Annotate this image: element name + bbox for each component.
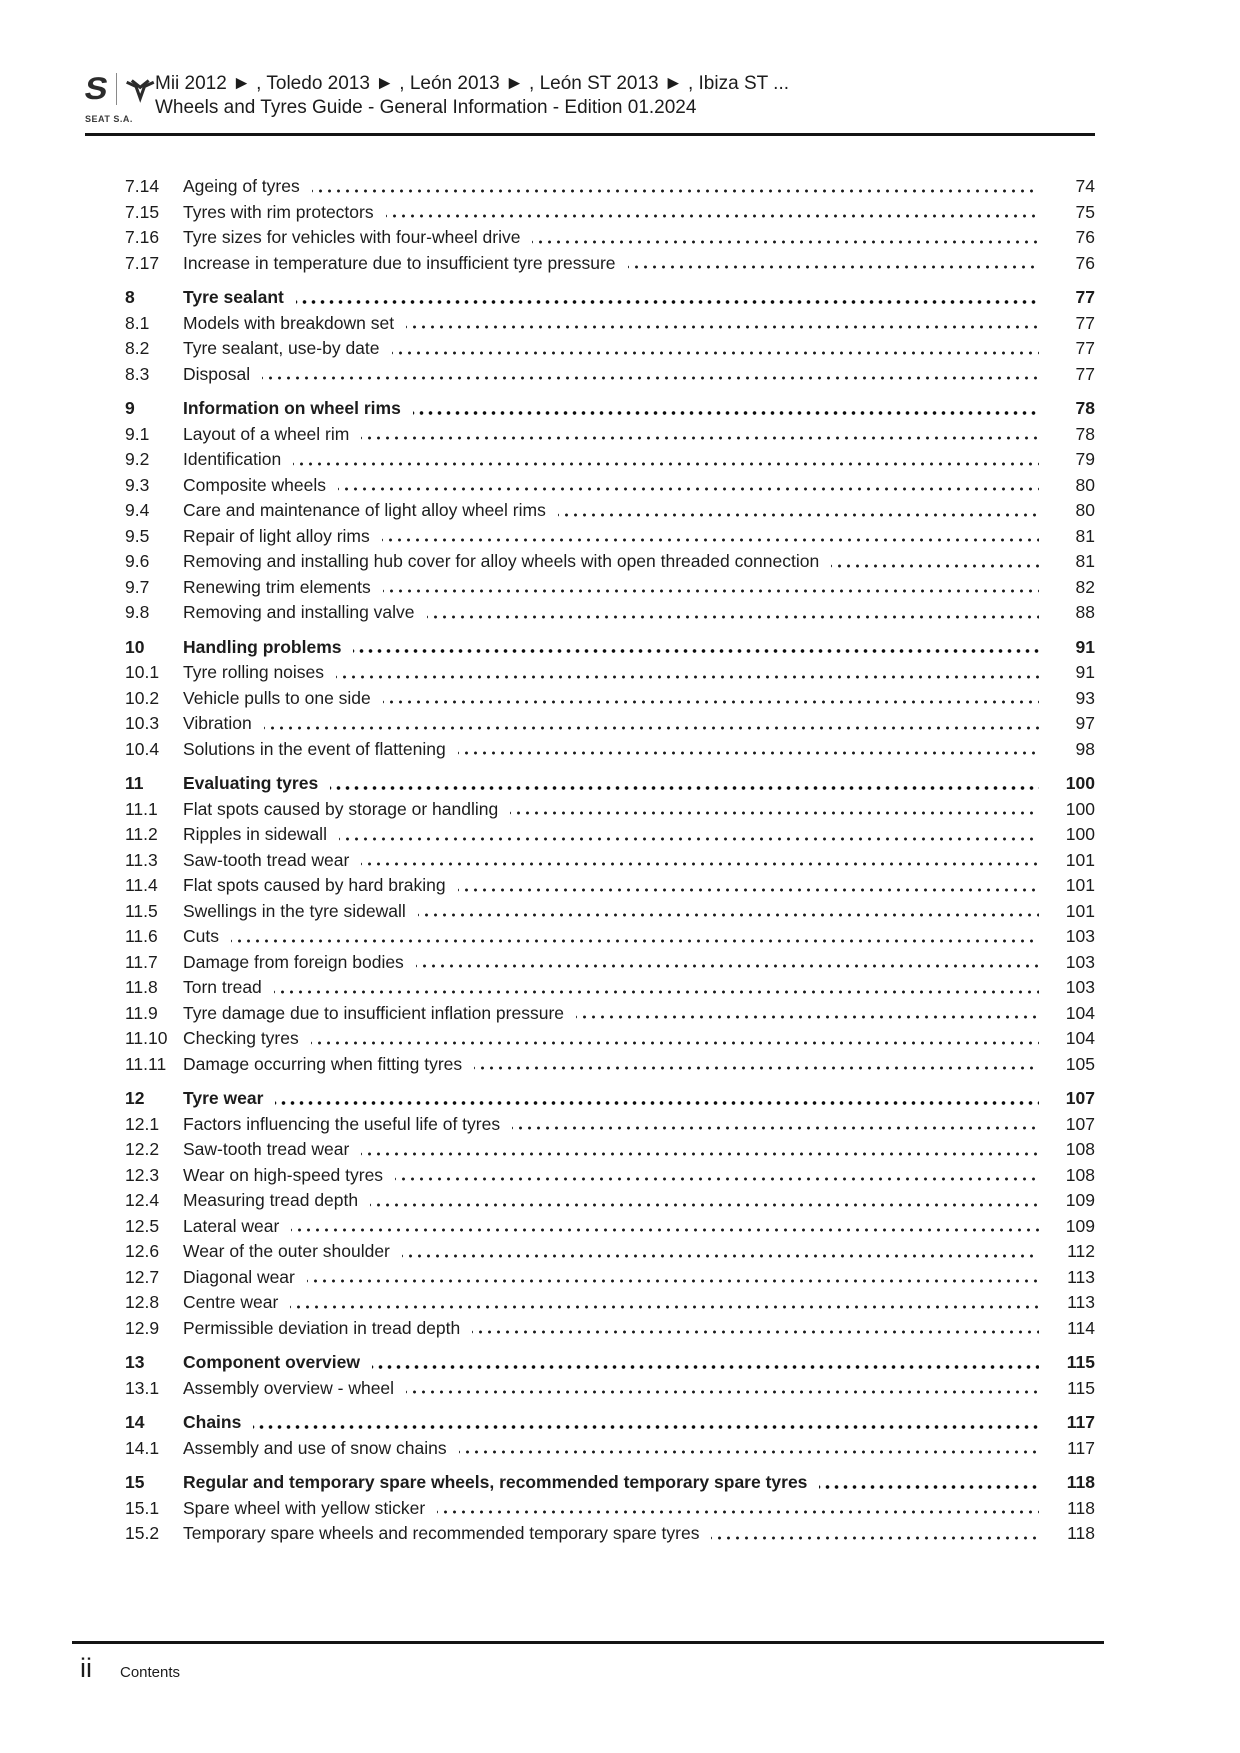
brand-divider: [116, 73, 117, 105]
toc-leader-dots: [711, 1521, 1039, 1547]
toc-entry-number: 8: [125, 287, 135, 307]
toc-entry-title: Temporary spare wheels and recommended temporary spare tyres: [183, 1523, 700, 1543]
toc-entry-title: Solutions in the event of flattening: [183, 738, 446, 759]
toc-entry-title: Lateral wear: [183, 1215, 280, 1236]
toc-entry-number: 7.17: [125, 252, 160, 273]
toc-entry-title: Tyre sealant, use-by date: [183, 338, 380, 358]
toc-entry-page: 101: [1065, 900, 1095, 921]
page-header: [81, 0, 1095, 124]
toc-entry-page: 81: [1075, 551, 1095, 571]
toc-entry-title: Layout of a wheel rim: [183, 423, 350, 444]
toc-entry-page: 98: [1075, 738, 1095, 759]
toc-entry-page: 77: [1075, 338, 1095, 358]
toc-entry-page: 74: [1075, 176, 1095, 196]
toc-entry[interactable]: [125, 1239, 1095, 1265]
toc-entry-number: 11.9: [125, 1002, 158, 1023]
toc-leader-dots: [831, 549, 1039, 575]
toc-entry-number: 7.14: [125, 176, 160, 196]
toc-entry[interactable]: [125, 1001, 1095, 1027]
toc-entry-title: Checking tyres: [183, 1028, 299, 1048]
toc-entry-page: 113: [1067, 1266, 1095, 1287]
toc-entry-title: Renewing trim elements: [183, 576, 371, 597]
toc-entry-page: 104: [1065, 1002, 1095, 1023]
toc-entry[interactable]: [125, 1163, 1095, 1189]
toc-entry-number: 7.16: [125, 227, 160, 247]
toc-entry-number: 9.1: [125, 423, 150, 444]
toc-leader-dots: [383, 575, 1039, 601]
toc-entry-title: Wear on high-speed tyres: [183, 1164, 384, 1185]
toc-entry[interactable]: [125, 1521, 1095, 1547]
toc-entry[interactable]: [125, 1052, 1095, 1078]
toc-leader-dots: [253, 1410, 1039, 1436]
toc-entry-page: 76: [1075, 252, 1095, 273]
toc-entry-title: Chains: [183, 1412, 242, 1432]
toc-entry-title: Tyre damage due to insufficient inflation pressure: [183, 1002, 565, 1023]
toc-entry[interactable]: [125, 1436, 1095, 1462]
brand-block: [81, 70, 155, 124]
toc-entry-number: 11.6: [125, 926, 158, 946]
toc-leader-dots: [293, 447, 1039, 473]
toc-entry-title: Removing and installing valve: [183, 602, 415, 622]
toc-entry[interactable]: [125, 422, 1095, 448]
toc-entry-title: Removing and installing hub cover for alloy wheels with open threaded connection: [183, 551, 820, 571]
toc-entry-title: Models with breakdown set: [183, 312, 395, 333]
toc-entry-page: 88: [1075, 602, 1095, 622]
toc-leader-dots: [275, 1086, 1039, 1112]
toc-entry-title: Tyre wear: [183, 1088, 264, 1108]
toc-entry-title: Damage occurring when fitting tyres: [183, 1053, 463, 1074]
toc-leader-dots: [307, 1265, 1039, 1291]
toc-entry-number: 13.1: [125, 1377, 160, 1398]
toc-entry-page: 107: [1065, 1088, 1095, 1108]
toc-entry[interactable]: [125, 362, 1095, 388]
toc-entry-number: 10.3: [125, 713, 160, 733]
toc-entry-number: 11.4: [125, 875, 158, 895]
toc-entry-page: 81: [1075, 525, 1095, 546]
toc-entry[interactable]: [125, 251, 1095, 277]
toc-entry-page: 115: [1066, 1352, 1095, 1372]
toc-entry-number: 12.5: [125, 1215, 160, 1236]
toc-leader-dots: [361, 848, 1039, 874]
toc-entry-title: Assembly overview - wheel: [183, 1377, 395, 1398]
toc-entry-title: Cuts: [183, 926, 219, 946]
toc-leader-dots: [532, 225, 1039, 251]
toc-entry-number: 12.9: [125, 1317, 160, 1338]
toc-entry-number: 10.4: [125, 738, 160, 759]
toc-entry-number: 14: [125, 1412, 145, 1432]
toc-leader-dots: [576, 1001, 1039, 1027]
toc-entry-page: 103: [1065, 951, 1095, 972]
toc-entry-page: 91: [1075, 662, 1095, 682]
toc-entry[interactable]: [125, 635, 1095, 661]
toc-entry-number: 11.3: [125, 849, 158, 870]
toc-entry-page: 104: [1065, 1028, 1095, 1048]
toc-leader-dots: [291, 1214, 1039, 1240]
toc-entry[interactable]: [125, 873, 1095, 899]
toc-entry[interactable]: [125, 200, 1095, 226]
toc-entry-page: 105: [1065, 1053, 1095, 1074]
toc-leader-dots: [361, 1137, 1039, 1163]
toc-leader-dots: [330, 771, 1039, 797]
toc-entry-page: 108: [1065, 1139, 1095, 1159]
toc-entry-title: Tyres with rim protectors: [183, 201, 374, 222]
toc-entry-title: Evaluating tyres: [183, 773, 319, 793]
toc-entry-page: 101: [1065, 875, 1095, 895]
toc-entry-number: 15.1: [125, 1497, 160, 1518]
toc-entry-number: 14.1: [125, 1437, 160, 1458]
toc-entry[interactable]: [125, 771, 1095, 797]
toc-entry-number: 9.7: [125, 576, 150, 597]
toc-entry-page: 103: [1065, 977, 1095, 997]
toc-entry[interactable]: [125, 524, 1095, 550]
toc-entry-number: 12.2: [125, 1139, 160, 1159]
toc-entry-title: Ageing of tyres: [183, 176, 300, 196]
toc-entry[interactable]: [125, 686, 1095, 712]
toc-entry[interactable]: [125, 1496, 1095, 1522]
toc-entry-page: 100: [1065, 773, 1095, 793]
toc-entry-page: 118: [1067, 1523, 1095, 1543]
toc-leader-dots: [458, 873, 1039, 899]
toc-entry-page: 108: [1065, 1164, 1095, 1185]
footer-rule: [72, 1641, 1104, 1644]
toc-entry-title: Torn tread: [183, 977, 262, 997]
toc-entry-page: 91: [1075, 636, 1095, 657]
toc-entry-title: Component overview: [183, 1352, 360, 1372]
toc-leader-dots: [392, 336, 1040, 362]
toc-entry-number: 11.5: [125, 900, 158, 921]
toc-entry[interactable]: [125, 336, 1095, 362]
toc-entry[interactable]: [125, 924, 1095, 950]
toc-entry[interactable]: [125, 447, 1095, 473]
toc-entry[interactable]: [125, 660, 1095, 686]
toc-entry-title: Vibration: [183, 713, 252, 733]
toc-entry-number: 11: [125, 773, 144, 793]
toc-entry-number: 10: [125, 636, 145, 657]
toc-entry[interactable]: [125, 1112, 1095, 1138]
toc-entry-number: 12.6: [125, 1241, 160, 1261]
contents-label: Contents: [120, 1664, 181, 1681]
toc-entry[interactable]: [125, 1410, 1095, 1436]
toc-entry[interactable]: [125, 285, 1095, 311]
toc-entry-page: 97: [1075, 713, 1095, 733]
toc-leader-dots: [558, 498, 1039, 524]
toc-entry-number: 7.15: [125, 201, 160, 222]
toc-entry-title: Increase in temperature due to insufficient tyre pressure: [183, 252, 616, 273]
toc-entry-title: Damage from foreign bodies: [183, 951, 404, 972]
page-footer: [72, 1641, 1104, 1682]
toc-leader-dots: [311, 1026, 1039, 1052]
toc-leader-dots: [458, 737, 1039, 763]
toc-entry-page: 77: [1075, 312, 1095, 333]
toc-entry-number: 11.10: [125, 1028, 168, 1048]
toc-entry[interactable]: [125, 1316, 1095, 1342]
toc-entry-title: Assembly and use of snow chains: [183, 1437, 447, 1458]
toc-entry-page: 112: [1067, 1241, 1095, 1261]
toc-leader-dots: [262, 362, 1039, 388]
toc-entry-page: 109: [1065, 1190, 1095, 1210]
header-rule: [85, 133, 1095, 136]
toc-leader-dots: [336, 660, 1039, 686]
toc-entry-page: 118: [1066, 1472, 1095, 1492]
toc-leader-dots: [427, 600, 1039, 626]
toc-leader-dots: [474, 1052, 1039, 1078]
toc-entry-number: 12.3: [125, 1164, 160, 1185]
toc-leader-dots: [370, 1188, 1039, 1214]
toc-leader-dots: [472, 1316, 1039, 1342]
table-of-contents: [125, 174, 1095, 1547]
toc-leader-dots: [353, 635, 1039, 661]
toc-entry-number: 8.3: [125, 363, 150, 384]
toc-leader-dots: [290, 1290, 1039, 1316]
toc-entry-number: 8.2: [125, 338, 150, 358]
toc-entry[interactable]: [125, 822, 1095, 848]
toc-entry[interactable]: [125, 1214, 1095, 1240]
toc-entry-title: Ripples in sidewall: [183, 824, 327, 844]
toc-entry-number: 12.4: [125, 1190, 160, 1210]
toc-entry[interactable]: [125, 1086, 1095, 1112]
toc-leader-dots: [413, 396, 1039, 422]
toc-entry-number: 12.7: [125, 1266, 160, 1287]
toc-entry-number: 9.4: [125, 500, 150, 520]
toc-entry[interactable]: [125, 797, 1095, 823]
toc-entry-page: 115: [1067, 1377, 1095, 1398]
toc-entry-number: 10.1: [125, 662, 160, 682]
toc-entry-number: 15: [125, 1472, 145, 1492]
document-subtitle: Wheels and Tyres Guide - General Information - Edition 01.2024: [155, 97, 697, 118]
page-number-label: ii: [80, 1653, 92, 1683]
toc-entry[interactable]: [125, 473, 1095, 499]
toc-entry-title: Centre wear: [183, 1292, 279, 1312]
toc-entry-number: 15.2: [125, 1523, 160, 1543]
toc-entry-page: 101: [1065, 849, 1095, 870]
toc-entry-number: 9.6: [125, 551, 150, 571]
brand-name: SEAT S.A.: [85, 114, 133, 124]
toc-entry-title: Tyre rolling noises: [183, 662, 325, 682]
toc-entry-title: Flat spots caused by hard braking: [183, 875, 446, 895]
toc-leader-dots: [416, 950, 1039, 976]
toc-entry[interactable]: [125, 311, 1095, 337]
toc-entry-number: 9.5: [125, 525, 150, 546]
toc-entry[interactable]: [125, 396, 1095, 422]
toc-leader-dots: [819, 1470, 1039, 1496]
toc-entry-number: 12.1: [125, 1113, 160, 1134]
toc-leader-dots: [382, 524, 1039, 550]
toc-leader-dots: [372, 1350, 1039, 1376]
toc-entry[interactable]: [125, 575, 1095, 601]
toc-entry-number: 8.1: [125, 312, 150, 333]
toc-entry-number: 13: [125, 1352, 145, 1372]
toc-entry-number: 9.2: [125, 449, 150, 469]
toc-entry-page: 118: [1067, 1497, 1095, 1518]
toc-entry-page: 77: [1075, 287, 1095, 307]
toc-entry-title: Vehicle pulls to one side: [183, 687, 371, 708]
toc-entry-title: Spare wheel with yellow sticker: [183, 1497, 426, 1518]
toc-leader-dots: [512, 1112, 1039, 1138]
toc-entry-page: 78: [1075, 398, 1095, 418]
toc-entry-page: 78: [1075, 423, 1095, 444]
toc-leader-dots: [628, 251, 1039, 277]
toc-entry-title: Diagonal wear: [183, 1266, 295, 1287]
toc-entry[interactable]: [125, 498, 1095, 524]
toc-entry[interactable]: [125, 975, 1095, 1001]
toc-entry-page: 80: [1075, 500, 1095, 520]
toc-entry-page: 117: [1067, 1437, 1095, 1458]
toc-entry-page: 75: [1075, 201, 1095, 222]
toc-entry-page: 103: [1065, 926, 1095, 946]
toc-leader-dots: [437, 1496, 1039, 1522]
toc-entry-title: Tyre sizes for vehicles with four-wheel drive: [183, 227, 521, 247]
toc-leader-dots: [418, 899, 1039, 925]
toc-entry-title: Disposal: [183, 363, 251, 384]
toc-leader-dots: [312, 174, 1039, 200]
toc-leader-dots: [231, 924, 1039, 950]
toc-leader-dots: [339, 822, 1039, 848]
toc-entry-number: 9.8: [125, 602, 150, 622]
toc-entry[interactable]: [125, 737, 1095, 763]
toc-entry-number: 12.8: [125, 1292, 160, 1312]
toc-entry-page: 100: [1065, 824, 1095, 844]
toc-leader-dots: [402, 1239, 1039, 1265]
toc-entry-title: Handling problems: [183, 636, 342, 657]
toc-entry-number: 11.8: [125, 977, 158, 997]
toc-entry-title: Tyre sealant: [183, 287, 284, 307]
toc-entry-title: Factors influencing the useful life of tyres: [183, 1113, 501, 1134]
toc-entry[interactable]: [125, 600, 1095, 626]
toc-entry-page: 93: [1075, 687, 1095, 708]
toc-entry-page: 109: [1065, 1215, 1095, 1236]
toc-entry[interactable]: [125, 225, 1095, 251]
toc-entry-page: 76: [1075, 227, 1095, 247]
toc-leader-dots: [264, 711, 1039, 737]
toc-entry-number: 11.11: [125, 1053, 167, 1074]
toc-entry-title: Information on wheel rims: [183, 398, 401, 418]
toc-entry-title: Saw-tooth tread wear: [183, 1139, 350, 1159]
toc-entry[interactable]: [125, 711, 1095, 737]
toc-leader-dots: [395, 1163, 1039, 1189]
toc-entry-title: Regular and temporary spare wheels, recommended temporary spare tyres: [183, 1472, 808, 1492]
toc-entry-title: Saw-tooth tread wear: [183, 849, 350, 870]
toc-entry-page: 117: [1066, 1412, 1095, 1432]
toc-leader-dots: [338, 473, 1039, 499]
toc-entry-page: 114: [1067, 1317, 1095, 1338]
toc-entry-page: 79: [1075, 449, 1095, 469]
toc-entry-page: 77: [1075, 363, 1095, 384]
toc-entry-number: 11.1: [125, 798, 158, 819]
toc-entry-number: 11.7: [125, 951, 158, 972]
toc-entry[interactable]: [125, 1470, 1095, 1496]
toc-entry[interactable]: [125, 950, 1095, 976]
toc-entry[interactable]: [125, 1290, 1095, 1316]
toc-entry-number: 9: [125, 398, 135, 418]
toc-entry-page: 82: [1075, 576, 1095, 597]
toc-entry-number: 10.2: [125, 687, 160, 708]
toc-entry-page: 100: [1065, 798, 1095, 819]
toc-entry[interactable]: [125, 1137, 1095, 1163]
toc-entry-page: 113: [1067, 1292, 1095, 1312]
toc-entry[interactable]: [125, 549, 1095, 575]
toc-entry[interactable]: [125, 1026, 1095, 1052]
seat-s-logo-icon: S: [81, 71, 110, 107]
toc-entry-title: Composite wheels: [183, 474, 326, 495]
toc-entry[interactable]: [125, 1350, 1095, 1376]
toc-entry-title: Wear of the outer shoulder: [183, 1241, 390, 1261]
toc-leader-dots: [383, 686, 1039, 712]
toc-entry[interactable]: [125, 848, 1095, 874]
toc-entry-title: Swellings in the tyre sidewall: [183, 900, 406, 921]
toc-entry-title: Flat spots caused by storage or handling: [183, 798, 499, 819]
toc-leader-dots: [510, 797, 1039, 823]
toc-entry-title: Identification: [183, 449, 282, 469]
toc-entry-page: 80: [1075, 474, 1095, 495]
toc-entry[interactable]: [125, 174, 1095, 200]
toc-entry-number: 9.3: [125, 474, 150, 495]
toc-entry-title: Care and maintenance of light alloy wheel rims: [183, 500, 546, 520]
toc-entry-page: 107: [1065, 1113, 1095, 1134]
toc-entry[interactable]: [125, 1188, 1095, 1214]
toc-entry[interactable]: [125, 1376, 1095, 1402]
toc-leader-dots: [459, 1436, 1039, 1462]
cupra-logo-icon: [125, 75, 155, 103]
toc-leader-dots: [386, 200, 1039, 226]
toc-entry[interactable]: [125, 1265, 1095, 1291]
toc-entry-number: 12: [125, 1088, 145, 1108]
toc-leader-dots: [296, 285, 1039, 311]
toc-leader-dots: [406, 311, 1039, 337]
toc-entry-title: Repair of light alloy rims: [183, 525, 370, 546]
toc-leader-dots: [406, 1376, 1039, 1402]
toc-leader-dots: [274, 975, 1039, 1001]
toc-entry-title: Measuring tread depth: [183, 1190, 359, 1210]
toc-entry[interactable]: [125, 899, 1095, 925]
toc-entry-title: Permissible deviation in tread depth: [183, 1317, 461, 1338]
toc-entry-number: 11.2: [125, 824, 158, 844]
toc-leader-dots: [361, 422, 1039, 448]
document-models-line: Mii 2012 ► , Toledo 2013 ► , León 2013 ► , León ST 2013 ► , Ibiza ST ...: [155, 73, 789, 94]
